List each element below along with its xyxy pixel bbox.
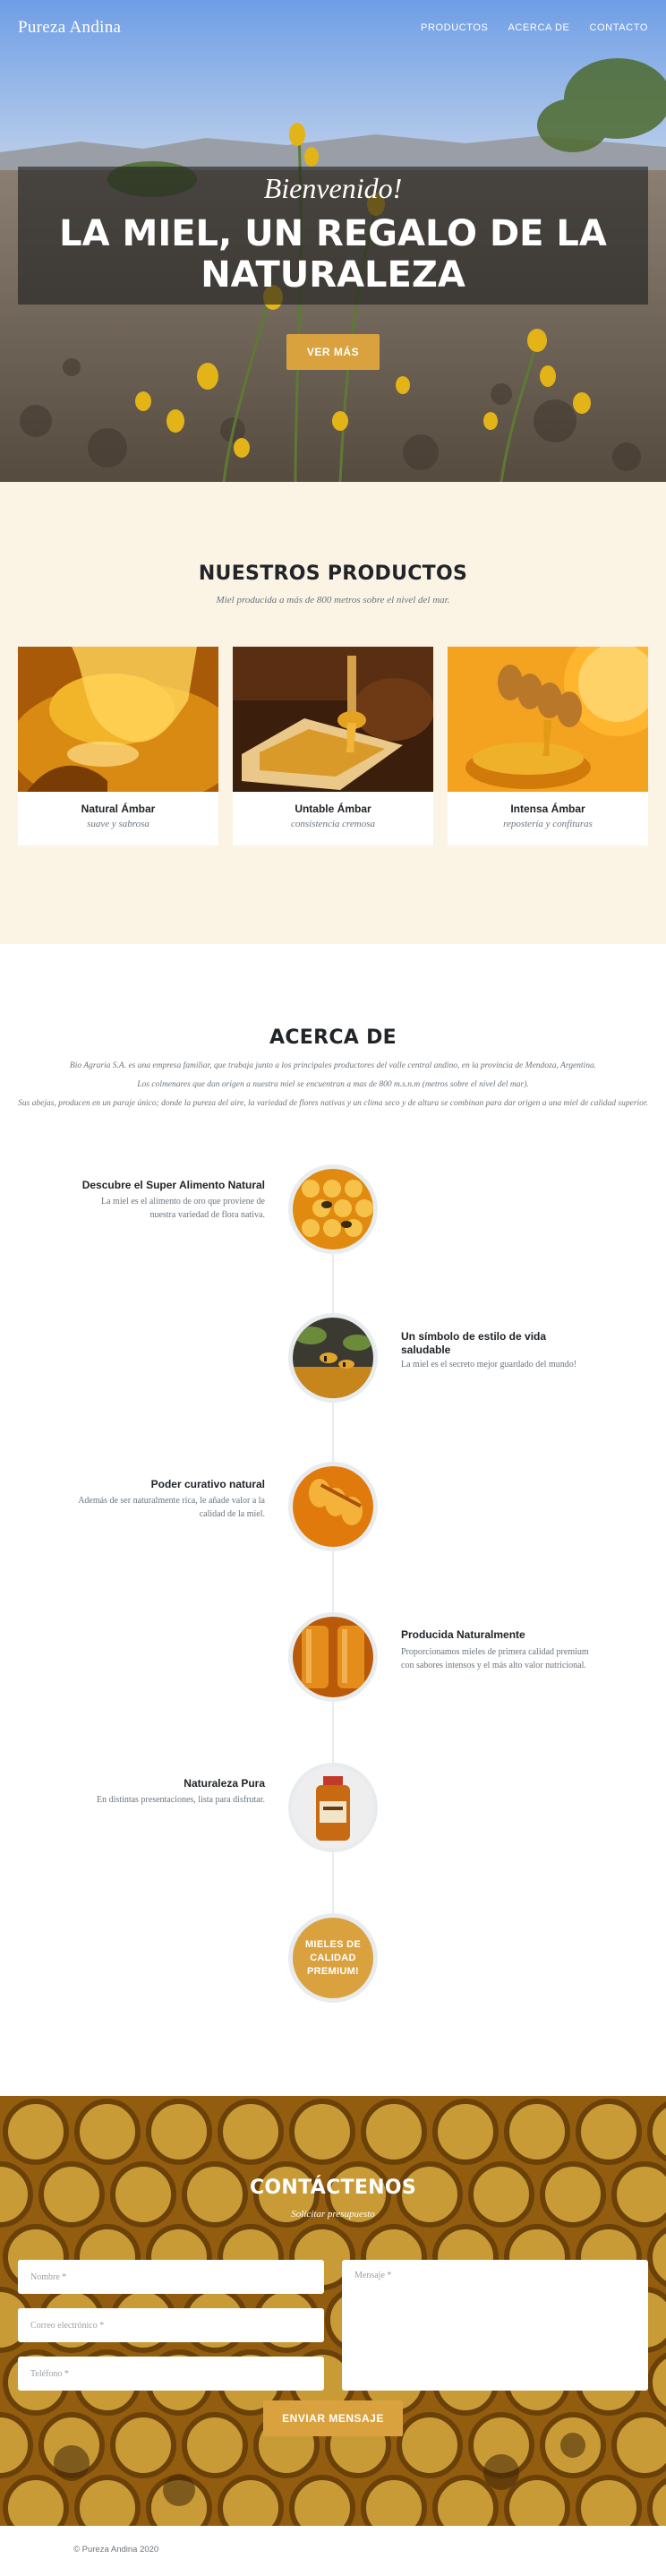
timeline-image-honeycomb: [288, 1164, 378, 1254]
phone-input[interactable]: [18, 2357, 324, 2391]
send-message-button[interactable]: ENVIAR MENSAJE: [263, 2400, 403, 2436]
contact-section: [0, 2096, 666, 2526]
timeline-text-3: Además de ser naturalmente rica, le añade valor a la calidad de la miel.: [78, 1496, 265, 1519]
product-image-intensa: [448, 647, 648, 792]
copyright-text: © Pureza Andina 2020: [73, 2545, 159, 2555]
contact-title: CONTÁCTENOS: [249, 2177, 417, 2199]
contact-subtitle: Solicitar presupuesto: [291, 2209, 375, 2220]
product-card-natural[interactable]: [18, 647, 218, 846]
timeline-image-honey-jar: [288, 1612, 378, 1702]
timeline-text-2: La miel es el secreto mejor guardado del mundo!: [401, 1360, 577, 1370]
product-desc: suave y sabrosa: [87, 819, 149, 829]
footer: [0, 2526, 666, 2576]
timeline-image-bees: [288, 1313, 378, 1403]
about-title: ACERCA DE: [269, 1026, 397, 1049]
phone-field-wrapper: [18, 2357, 324, 2391]
premium-badge-label: MIELES DE CALIDAD PREMIUM!: [305, 1938, 361, 1977]
products-title: NUESTROS PRODUCTOS: [198, 562, 468, 585]
nav-link-productos[interactable]: PRODUCTOS: [421, 22, 489, 33]
name-input[interactable]: [18, 2260, 324, 2294]
timeline-image-product-jar: [288, 1763, 378, 1852]
brand-logo[interactable]: Pureza Andina: [18, 18, 122, 37]
nav-links: [421, 22, 648, 33]
products-section: [0, 482, 666, 944]
hero-subtitle: Bienvenido!: [263, 172, 403, 204]
timeline-heading-2: Un símbolo de estilo de vida saludable: [401, 1330, 547, 1356]
nav-link-acerca-de[interactable]: ACERCA DE: [508, 22, 570, 33]
timeline-heading-3: Poder curativo natural: [150, 1478, 265, 1490]
timeline-text-5: En distintas presentaciones, lista para disfrutar.: [96, 1795, 265, 1805]
premium-badge: [288, 1913, 378, 2003]
hero-section: [0, 0, 666, 482]
product-card-intensa[interactable]: [448, 647, 648, 846]
top-navbar: [0, 0, 666, 56]
timeline-image-dipper: [288, 1462, 378, 1551]
product-card-untable[interactable]: [233, 647, 433, 846]
product-name: Untable Ámbar: [295, 803, 371, 815]
product-image-natural: [18, 647, 218, 792]
product-desc: consistencia cremosa: [291, 819, 375, 829]
email-input[interactable]: [18, 2308, 324, 2342]
about-paragraph-2: Los colmenares que dan origen a nuestra miel se encuentran a mas de 800 m.s.n.m (metros sobre el nivel del mar).: [137, 1080, 529, 1089]
timeline-heading-4: Producida Naturalmente: [401, 1628, 525, 1641]
about-paragraph-3: Sus abejas, producen en un paraje único; donde la pureza del aire, la variedad de flores nativas y un clima seco y de altura se combinan para dar origen a una miel de calidad superior.: [18, 1099, 648, 1108]
product-image-untable: [233, 647, 433, 792]
email-field-wrapper: [18, 2308, 324, 2342]
timeline-text-1: La miel es el alimento de oro que proviene de nuestra variedad de flora nativa.: [101, 1197, 265, 1220]
timeline-text-4: Proporcionamos mieles de primera calidad premium con sabores intensos y el más alto valor nutricional.: [401, 1647, 589, 1670]
message-field-wrapper: [342, 2260, 648, 2391]
message-textarea[interactable]: [342, 2260, 648, 2391]
product-desc: repostería y confituras: [503, 819, 593, 829]
product-name: Intensa Ámbar: [510, 803, 585, 815]
product-name: Natural Ámbar: [81, 803, 156, 815]
nav-link-contacto[interactable]: CONTACTO: [589, 22, 648, 33]
hero-title: LA MIEL, UN REGALO DE LA NATURALEZA: [59, 213, 607, 296]
timeline-heading-5: Naturaleza Pura: [184, 1777, 265, 1790]
about-paragraph-1: Bio Agraria S.A. es una empresa familiar, que trabaja junto a los principales productores del valle central andino, en la provincia de Mendoza, Argentina.: [69, 1061, 597, 1070]
name-field-wrapper: [18, 2260, 324, 2294]
about-section: [0, 944, 666, 2096]
products-subtitle: Miel producida a más de 800 metros sobre el nivel del mar.: [216, 595, 450, 605]
timeline-heading-1: Descubre el Super Alimento Natural: [81, 1179, 265, 1191]
ver-mas-button[interactable]: VER MÁS: [286, 334, 380, 370]
